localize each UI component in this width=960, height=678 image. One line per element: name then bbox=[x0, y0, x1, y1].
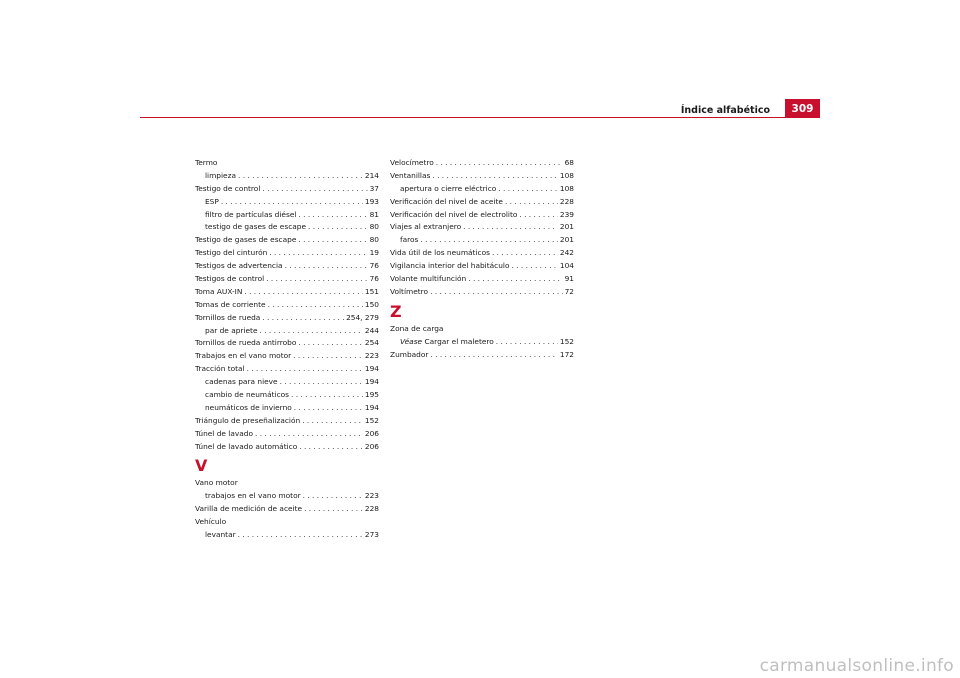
index-entry bbox=[195, 286, 379, 299]
entry-label: Velocímetro bbox=[390, 158, 434, 167]
index-subentry bbox=[195, 209, 379, 222]
index-entry bbox=[390, 286, 574, 299]
entry-label: Testigo de control bbox=[195, 183, 261, 193]
entry-label: par de apriete bbox=[205, 325, 258, 335]
page-reference: 104 bbox=[559, 261, 574, 271]
entry-label: trabajos en el vano motor bbox=[205, 491, 301, 501]
index-subentry bbox=[195, 402, 379, 415]
dot-leader bbox=[298, 234, 367, 247]
page-reference: 194 bbox=[364, 364, 379, 374]
page-number-badge: 309 bbox=[785, 99, 820, 118]
page-reference: 214 bbox=[364, 170, 379, 180]
page-reference: 91 bbox=[564, 274, 574, 284]
index-entry bbox=[195, 503, 379, 516]
index-heading: Zona de carga bbox=[390, 323, 444, 333]
entry-label: Volante multifunción bbox=[390, 274, 467, 284]
dot-leader bbox=[247, 363, 363, 376]
page-reference: 206 bbox=[364, 441, 379, 451]
dot-leader bbox=[463, 221, 558, 234]
entry-label: Tornillos de rueda antirrobo bbox=[195, 338, 297, 348]
index-entry bbox=[390, 260, 574, 273]
index-column-left bbox=[195, 157, 379, 542]
entry-label: cadenas para nieve bbox=[205, 377, 278, 387]
page-reference: 194 bbox=[364, 377, 379, 387]
entry-label: Tomas de corriente bbox=[195, 299, 266, 309]
page-reference: 223 bbox=[364, 491, 379, 501]
entry-label: Vigilancia interior del habitáculo bbox=[390, 261, 510, 271]
index-entry bbox=[195, 234, 379, 247]
index-entry bbox=[195, 415, 379, 428]
page-reference: 223 bbox=[364, 351, 379, 361]
index-subentry bbox=[390, 234, 574, 247]
page-reference: 152 bbox=[364, 415, 379, 425]
dot-leader bbox=[238, 529, 363, 542]
dot-leader bbox=[420, 234, 558, 247]
page-reference: 68 bbox=[564, 158, 574, 167]
entry-label: ESP bbox=[205, 196, 219, 206]
page-reference: 37 bbox=[369, 183, 379, 193]
entry-label: apertura o cierre eléctrico bbox=[400, 183, 497, 193]
dot-leader bbox=[304, 503, 363, 516]
page-reference: 151 bbox=[364, 286, 379, 296]
index-column-right bbox=[390, 157, 574, 361]
page-reference: 80 bbox=[369, 222, 379, 232]
watermark: carmanualsonline.info bbox=[759, 656, 954, 676]
entry-label: Toma AUX-IN bbox=[195, 286, 243, 296]
entry-label: Verificación del nivel de aceite bbox=[390, 196, 503, 206]
index-entry bbox=[195, 350, 379, 363]
dot-leader bbox=[294, 402, 363, 415]
page-reference: 195 bbox=[364, 390, 379, 400]
entry-label bbox=[400, 336, 494, 349]
index-heading: Termo bbox=[195, 158, 218, 167]
entry-label: filtro de partículas diésel bbox=[205, 209, 297, 219]
entry-label: Ventanillas bbox=[390, 170, 431, 180]
dot-leader bbox=[308, 221, 368, 234]
index-entry bbox=[195, 312, 379, 325]
index-subentry bbox=[195, 376, 379, 389]
section-letter: V bbox=[195, 456, 208, 476]
entry-label: Vida útil de los neumáticos bbox=[390, 248, 490, 258]
page-reference: 108 bbox=[559, 183, 574, 193]
dot-leader bbox=[244, 286, 362, 299]
index-entry bbox=[390, 157, 574, 170]
page-reference: 201 bbox=[559, 222, 574, 232]
dot-leader bbox=[238, 170, 363, 183]
entry-label: Testigo del cinturón bbox=[195, 248, 268, 258]
dot-leader bbox=[498, 183, 558, 196]
entry-label: Túnel de lavado automático bbox=[195, 441, 298, 451]
page-reference: 193 bbox=[364, 196, 379, 206]
index-entry bbox=[195, 260, 379, 273]
index-entry bbox=[195, 337, 379, 350]
page-reference: 194 bbox=[364, 402, 379, 412]
index-subentry bbox=[195, 221, 379, 234]
index-subentry bbox=[195, 196, 379, 209]
index-entry bbox=[195, 299, 379, 312]
index-subentry bbox=[195, 529, 379, 542]
entry-label: Zumbador bbox=[390, 349, 429, 359]
dot-leader bbox=[511, 260, 557, 273]
header-rule bbox=[140, 117, 820, 118]
page-reference: 254, 279 bbox=[346, 312, 379, 322]
dot-leader bbox=[291, 389, 363, 402]
page-reference: 76 bbox=[369, 274, 379, 284]
index-entry bbox=[195, 428, 379, 441]
page-reference: 239 bbox=[559, 209, 574, 219]
page-title: Índice alfabético bbox=[680, 105, 770, 116]
index-entry bbox=[390, 170, 574, 183]
page-reference: 254 bbox=[364, 338, 379, 348]
entry-label: Trabajos en el vano motor bbox=[195, 351, 292, 361]
page-reference: 206 bbox=[364, 428, 379, 438]
index-subentry bbox=[390, 336, 574, 349]
entry-label: faros bbox=[400, 235, 419, 245]
index-subentry bbox=[195, 170, 379, 183]
dot-leader bbox=[303, 490, 363, 503]
index-subentry bbox=[195, 325, 379, 338]
index-entry bbox=[390, 247, 574, 260]
dot-leader bbox=[519, 209, 558, 222]
dot-leader bbox=[432, 170, 558, 183]
index-entry bbox=[390, 196, 574, 209]
page-reference: 228 bbox=[559, 196, 574, 206]
entry-label: neumáticos de invierno bbox=[205, 402, 292, 412]
dot-leader bbox=[262, 312, 344, 325]
entry-label: Triángulo de preseñalización bbox=[195, 415, 301, 425]
index-entry bbox=[390, 349, 574, 362]
dot-leader bbox=[492, 247, 558, 260]
page-reference: 273 bbox=[364, 530, 379, 540]
page-reference: 172 bbox=[559, 349, 574, 359]
entry-label: cambio de neumáticos bbox=[205, 390, 290, 400]
dot-leader bbox=[430, 349, 557, 362]
entry-label: testigo de gases de escape bbox=[205, 222, 307, 232]
index-entry bbox=[195, 247, 379, 260]
dot-leader bbox=[505, 196, 558, 209]
entry-label: Testigo de gases de escape bbox=[195, 235, 297, 245]
entry-label: Verificación del nivel de electrolito bbox=[390, 209, 518, 219]
entry-label: Voltímetro bbox=[390, 286, 429, 296]
dot-leader bbox=[266, 273, 367, 286]
page-reference: 19 bbox=[369, 248, 379, 258]
see-also-target: Cargar el maletero bbox=[424, 336, 494, 346]
page-reference: 150 bbox=[364, 299, 379, 309]
index-entry bbox=[195, 183, 379, 196]
dot-leader bbox=[262, 183, 367, 196]
dot-leader bbox=[436, 157, 563, 170]
dot-leader bbox=[268, 299, 363, 312]
page-reference: 228 bbox=[364, 504, 379, 514]
entry-label: Testigos de advertencia bbox=[195, 261, 283, 271]
dot-leader bbox=[430, 286, 563, 299]
page-reference: 108 bbox=[559, 170, 574, 180]
dot-leader bbox=[255, 428, 363, 441]
entry-label: levantar bbox=[205, 530, 236, 540]
index-entry bbox=[390, 221, 574, 234]
index-heading: Vehículo bbox=[195, 517, 227, 527]
entry-label: Tornillos de rueda bbox=[195, 312, 261, 322]
dot-leader bbox=[298, 209, 367, 222]
page-reference: 201 bbox=[559, 235, 574, 245]
page-reference: 152 bbox=[559, 336, 574, 346]
dot-leader bbox=[298, 337, 363, 350]
entry-label: limpieza bbox=[205, 170, 237, 180]
dot-leader bbox=[468, 273, 562, 286]
see-also-prefix: Véase bbox=[400, 336, 423, 346]
page-reference: 244 bbox=[364, 325, 379, 335]
index-heading: Vano motor bbox=[195, 478, 238, 488]
entry-label: Túnel de lavado bbox=[195, 428, 253, 438]
index-subentry bbox=[195, 490, 379, 503]
index-entry bbox=[390, 273, 574, 286]
dot-leader bbox=[302, 415, 363, 428]
entry-label: Tracción total bbox=[195, 364, 245, 374]
index-entry bbox=[195, 441, 379, 454]
dot-leader bbox=[496, 336, 558, 349]
page-reference: 76 bbox=[369, 261, 379, 271]
dot-leader bbox=[269, 247, 367, 260]
section-letter: Z bbox=[390, 301, 402, 321]
dot-leader bbox=[299, 441, 363, 454]
dot-leader bbox=[260, 325, 363, 338]
index-entry bbox=[195, 363, 379, 376]
dot-leader bbox=[293, 350, 363, 363]
entry-label: Viajes al extranjero bbox=[390, 222, 462, 232]
index-entry bbox=[390, 209, 574, 222]
page-reference: 81 bbox=[369, 209, 379, 219]
entry-label: Testigos de control bbox=[195, 274, 265, 284]
page-reference: 72 bbox=[564, 286, 574, 296]
index-entry bbox=[195, 273, 379, 286]
page-reference: 242 bbox=[559, 248, 574, 258]
dot-leader bbox=[285, 260, 368, 273]
dot-leader bbox=[221, 196, 363, 209]
entry-label: Varilla de medición de aceite bbox=[195, 504, 303, 514]
index-subentry bbox=[390, 183, 574, 196]
page-reference: 80 bbox=[369, 235, 379, 245]
index-subentry bbox=[195, 389, 379, 402]
dot-leader bbox=[280, 376, 363, 389]
